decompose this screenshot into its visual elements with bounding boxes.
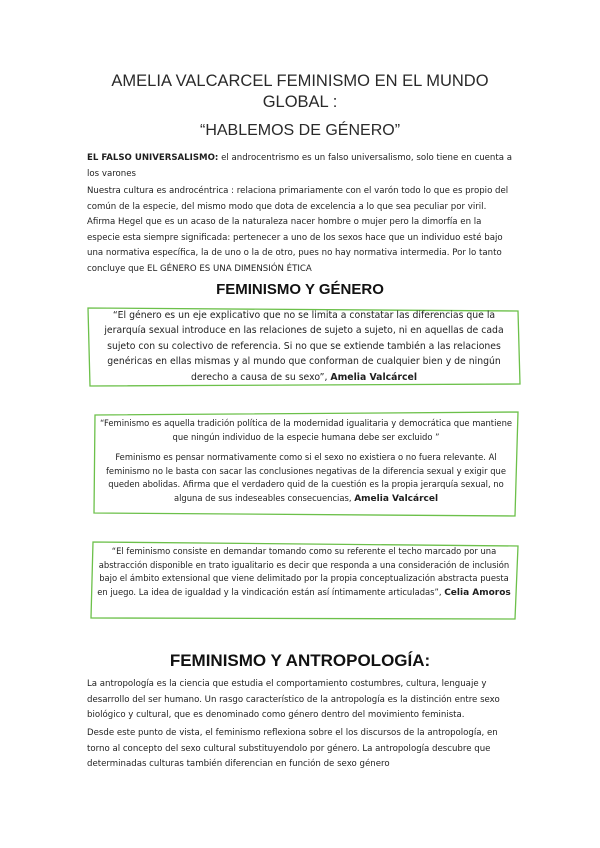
quote-text: “El género es un eje explicativo que no se limita a constatar las diferencias que la jerarquía sexual introduce en las relaciones de sujeto a sujeto, ni en aquellas de cada sujeto con su colectivo de referencia. Si no que se extiende también a las relaciones genéricas en ellas mismas y al mundo que conforman de cualquier bien y de ningún derecho a causa de su sexo”, <box>104 310 504 383</box>
falso-universalismo-text: el androcentrismo es un falso universalismo, solo tiene en cuenta a los varones <box>87 153 513 179</box>
quote-author: Amelia Valcárcel <box>354 493 439 504</box>
androcentrica-paragraph: Nuestra cultura es androcéntrica : relaciona primariamente con el varón todo lo que es propio del común de la especie, del mismo modo que dota de excelencia a lo que sea peculiar por viril. Afirma Hegel que es un acaso de la naturaleza nacer hombre o mujer pero la dimorfía en la especie esta siempre significada: pertenecer a uno de los sexos hace que un individuo esté bajo una normativa específica, la de uno o la de otro, pues no hay normativa intermedia. Por lo tanto concluye que EL GÉNERO ES UNA DIMENSIÓN ÉTICA <box>87 186 509 274</box>
quote-content <box>94 545 514 601</box>
antropologia-paragraph-1: La antropología es la ciencia que estudia el comportamiento costumbres, cultura, lenguaje y desarrollo del ser humano. Un rasgo característico de la antropología es la distinción entre sexo biológico y cultural, que es denominado como género dentro del movimiento feminista. <box>87 679 500 721</box>
falso-universalismo-paragraph <box>87 151 514 182</box>
document-title-line1: AMELIA VALCARCEL FEMINISMO EN EL MUNDO <box>111 72 489 90</box>
section-heading-feminismo-genero: FEMINISMO Y GÉNERO <box>216 281 384 298</box>
quote-content <box>98 308 510 385</box>
quote-text: “El feminismo consiste en demandar tomando como su referente el techo marcado por una abstracción disponible en trato igualitario es decir que responda a una consideración de inclusión bajo el ámbito extensional que viene delimitado por la propia conceptualización abstracta puesta en juego. La idea de igualdad y la vindicación están así íntimamente articuladas”, <box>97 546 510 598</box>
falso-universalismo-label: EL FALSO UNIVERSALISMO: <box>87 153 219 163</box>
quote-content <box>98 417 514 507</box>
section-heading-feminismo-antropologia: FEMINISMO Y ANTROPOLOGÍA: <box>169 651 431 670</box>
quote-text-explanation <box>98 451 514 506</box>
quote-author: Amelia Valcárcel <box>330 371 418 383</box>
quote-text: Feminismo es pensar normativamente como si el sexo no existiera o no fuera relevante. Al feminismo no le basta con sacar las conclusiones negativas de la diferencia sexual y exigir que queden abolidas. Afirma que el verdadero quid de la cuestión es la propia jerarquía sexual, no alguna de sus indeseables consecuencias, <box>105 452 506 503</box>
quote-box-valcarcel-feminismo <box>92 410 520 519</box>
quote-box-amoros <box>90 540 520 622</box>
quote-box-valcarcel-genero <box>86 306 522 388</box>
document-subtitle: “HABLEMOS DE GÉNERO” <box>199 122 401 139</box>
quote-author: Celia Amoros <box>444 588 511 599</box>
document-title-line2: GLOBAL : <box>262 93 338 111</box>
quote-text-definition: “Feminismo es aquella tradición política de la modernidad igualitaria y democrática que mantiene que ningún individuo de la especie humana debe ser excluido ” <box>99 418 513 442</box>
antropologia-paragraph-2: Desde este punto de vista, el feminismo reflexiona sobre el los discursos de la antropología, en torno al concepto del sexo cultural substituyendolo por género. La antropología descubre que determinadas culturas también diferencian en función de sexo género <box>87 728 498 770</box>
